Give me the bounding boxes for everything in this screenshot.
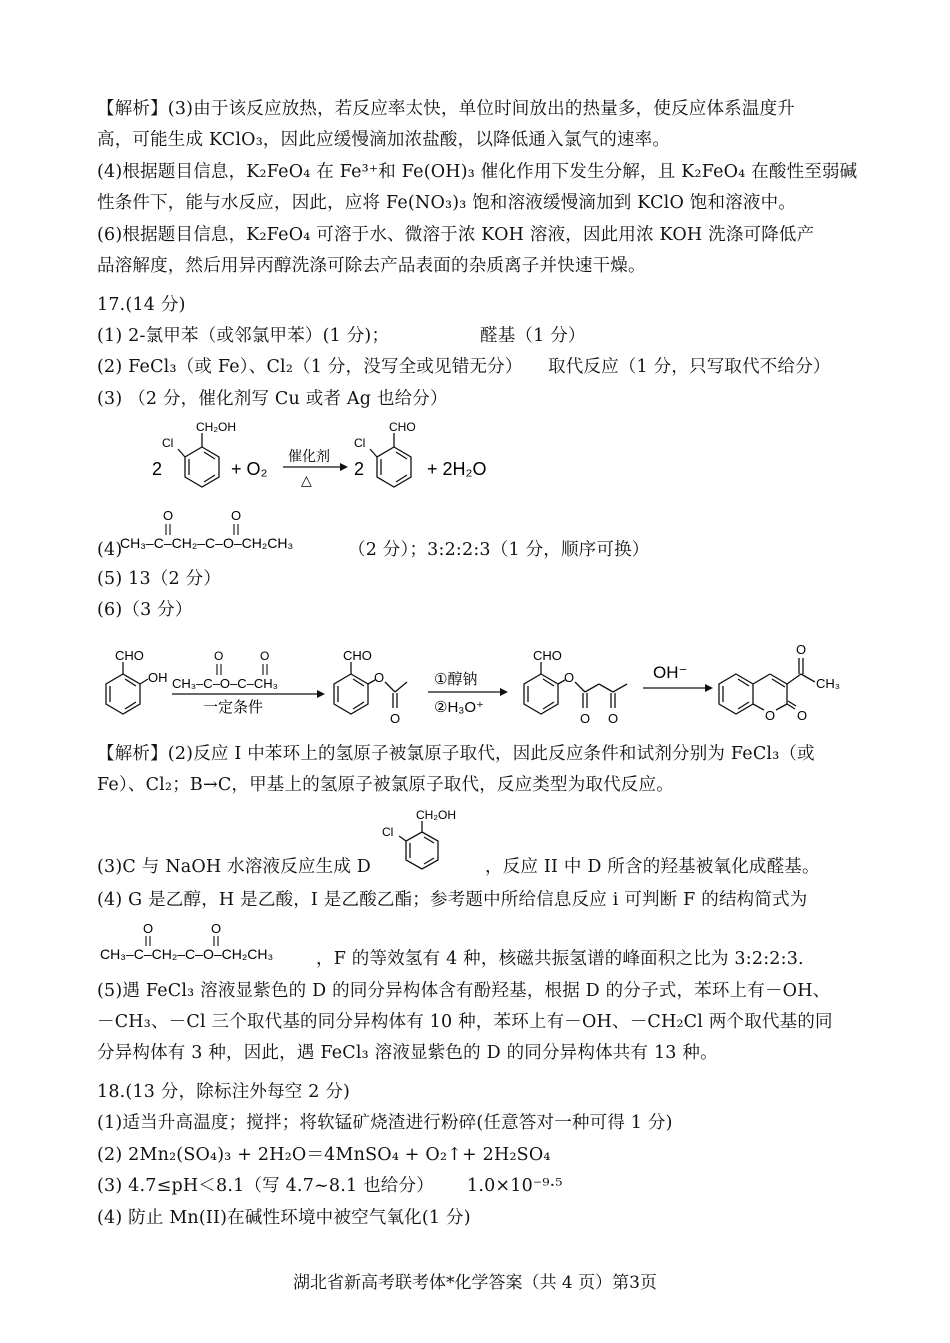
analysis-17-line-3 <box>97 854 857 880</box>
q18-answer-3 <box>97 1173 857 1199</box>
i2-cho: CHO <box>533 648 562 663</box>
f2-carbonyl-o-2: O <box>211 921 222 936</box>
q17-2-part-b: 取代反应（1 分，只写取代不给分） <box>548 357 831 377</box>
compound-d-cl: Cl <box>382 825 394 839</box>
heat-symbol: △ <box>301 472 312 488</box>
catalyst-label: 催化剂 <box>288 448 330 464</box>
q17-answer-3: (3) （2 分，催化剂写 Cu 或者 Ag 也给分） <box>97 389 448 409</box>
q18-answer-1: (1)适当升高温度；搅拌；将软锰矿烧渣进行粉碎(任意答对一种可得 1 分) <box>97 1113 673 1133</box>
analysis-16-line-3: (4)根据题目信息，K₂FeO₄ 在 Fe³⁺和 Fe(OH)₃ 催化作用下发生分解，且 K₂FeO₄ 在酸性至弱碱 <box>97 162 858 182</box>
product-lactone-o: O <box>797 708 808 723</box>
carbonyl-o-1: O <box>163 508 174 523</box>
q17-2-part-a: (2) FeCl₃（或 Fe）、Cl₂（1 分，没写全或见错无分） <box>97 357 523 377</box>
analysis-16-line-6: 品溶解度，然后用异丙醇洗涤可除去产品表面的杂质离子并快速干燥。 <box>97 256 646 276</box>
q17-1-part-b: 醛基（1 分） <box>480 326 586 346</box>
formula-f-structure-2 <box>100 921 320 967</box>
product-ch3: CH₃ <box>816 676 841 691</box>
analysis-17-line-4: (4) G 是乙醇，H 是乙酸，I 是乙酸乙酯；参考题中所给信息反应 i 可判断 F 的结构简式为 <box>97 890 808 910</box>
anhydride-double-bonds <box>217 664 267 675</box>
sm-oh: OH <box>148 670 168 685</box>
coefficient-2: 2 <box>354 459 365 479</box>
q18-answer-4: (4) 防止 Mn(II)在碱性环境中被空气氧化(1 分) <box>97 1208 471 1228</box>
anhydride-formula: CH₃–C–O–C–CH₃ <box>172 676 278 691</box>
analysis-16-line-4: 性条件下，能与水反应，因此，应将 Fe(NO₃)₃ 饱和溶液缓慢滴加到 KClO 饱和溶液中。 <box>97 193 796 213</box>
analysis-17-line-6: (5)遇 FeCl₃ 溶液显紫色的 D 的同分异构体含有酚羟基，根据 D 的分子式，苯环上有－OH、 <box>97 981 831 1001</box>
benzene-ring-2 <box>370 433 411 487</box>
analysis-17-line-5: ，F 的等效氢有 4 种，核磁共振氢谱的峰面积之比为 3:2:2:3. <box>316 949 804 969</box>
analysis-17-line-2: Fe）、Cl₂；B→C，甲基上的氢原子被氯原子取代，反应类型为取代反应。 <box>97 775 674 795</box>
q18-3-part-b: 1.0×10⁻⁹·⁵ <box>467 1176 563 1196</box>
analysis-17-3-part-a: (3)C 与 NaOH 水溶液反应生成 D <box>97 857 372 877</box>
q17-answer-2 <box>97 354 857 380</box>
condition-text: 一定条件 <box>203 699 264 716</box>
page-footer: 湖北省新高考联考体*化学答案（共 4 页）第3页 <box>293 1273 657 1293</box>
q17-answer-1 <box>97 323 857 349</box>
reaction-arrow-head <box>340 463 348 471</box>
substituent-cho: CHO <box>389 420 416 434</box>
formula-f2-text: CH₃–C–CH₂–C–O–CH₂CH₃ <box>100 946 274 962</box>
intermediate-2-structure <box>524 662 627 714</box>
anhydride-o-2: O <box>260 649 270 663</box>
i2-carbonyl-o-1: O <box>580 711 591 726</box>
arrow-1-head <box>317 690 325 698</box>
chloro-label-1: Cl <box>162 436 174 450</box>
step-1-label: ①醇钠 <box>434 671 478 688</box>
arrow-3-head <box>705 684 713 692</box>
reaction-6-scheme <box>95 636 865 728</box>
plus-oxygen: + O₂ <box>231 459 268 479</box>
product-ring-o: O <box>765 708 776 723</box>
i1-cho: CHO <box>343 648 372 663</box>
reaction-3-scheme <box>140 413 520 495</box>
q17-heading: 17.(14 分) <box>97 295 186 315</box>
formula-f-structure <box>120 506 350 556</box>
benzene-ring-1 <box>178 433 219 487</box>
formula-f-text: CH₃–C–CH₂–C–O–CH₂CH₃ <box>120 535 294 551</box>
i1-carbonyl-o: O <box>390 711 401 726</box>
sm-benzene-ring <box>106 662 148 714</box>
compound-d-ring <box>399 821 438 869</box>
q18-answer-2: (2) 2Mn₂(SO₄)₃ + 2H₂O＝4MnSO₄ + O₂↑+ 2H₂SO₄ <box>97 1145 551 1165</box>
analysis-17-line-1: 【解析】(2)反应 I 中苯环上的氢原子被氯原子取代，因此反应条件和试剂分别为 FeCl₃（或 <box>97 744 815 764</box>
analysis-17-line-7: －CH₃、－Cl 三个取代基的同分异构体有 10 种，苯环上有－OH、－CH₂Cl 两个取代基的同 <box>97 1012 833 1032</box>
arrow-2-head <box>500 688 508 696</box>
f2-double-bonds <box>146 936 218 946</box>
f2-carbonyl-o-1: O <box>143 921 154 936</box>
anhydride-o-1: O <box>214 649 224 663</box>
compound-d-ch2oh: CH₂OH <box>416 808 456 822</box>
base-label: OH⁻ <box>653 663 688 682</box>
i2-carbonyl-o-2: O <box>608 711 619 726</box>
product-structure <box>719 658 815 714</box>
analysis-16-line-5: (6)根据题目信息，K₂FeO₄ 可溶于水、微溶于浓 KOH 溶液，因此用浓 KOH 洗涤可降低产 <box>97 225 815 245</box>
analysis-16-line-2: 高，可能生成 KClO₃，因此应缓慢滴加浓盐酸，以降低通入氯气的速率。 <box>97 130 671 150</box>
q18-3-part-a: (3) 4.7≤pH＜8.1（写 4.7~8.1 也给分） <box>97 1176 434 1196</box>
substituent-ch2oh: CH₂OH <box>196 420 236 434</box>
intermediate-1-structure <box>334 662 407 714</box>
analysis-17-3-part-b: ，反应 II 中 D 所含的羟基被氧化成醛基。 <box>485 857 820 877</box>
step-2-label: ②H₃O⁺ <box>434 699 484 716</box>
i1-ester-o: O <box>374 670 385 685</box>
carbonyl-o-2: O <box>231 508 242 523</box>
sm-cho: CHO <box>115 648 144 663</box>
q17-4-label: (4) <box>97 540 123 560</box>
q18-heading: 18.(13 分，除标注外每空 2 分) <box>97 1082 351 1102</box>
q17-1-part-a: (1) 2-氯甲苯（或邻氯甲苯）(1 分)； <box>97 326 390 346</box>
double-bonds <box>166 524 238 535</box>
i2-ester-o: O <box>564 670 575 685</box>
analysis-16-line-1: 【解析】(3)由于该反应放热，若反应率太快，单位时间放出的热量多，使反应体系温度升 <box>97 99 795 119</box>
plus-water: + 2H₂O <box>427 459 487 479</box>
q17-answer-5: (5) 13（2 分） <box>97 569 222 589</box>
product-acetyl-o: O <box>796 642 807 657</box>
analysis-17-line-8: 分异构体有 3 种，因此，遇 FeCl₃ 溶液显紫色的 D 的同分异构体共有 13 种。 <box>97 1043 718 1063</box>
compound-d-structure <box>378 806 468 876</box>
coefficient-1: 2 <box>152 459 163 479</box>
chloro-label-2: Cl <box>354 436 366 450</box>
q17-4-text: （2 分）；3:2:2:3（1 分，顺序可换） <box>348 540 650 560</box>
q17-answer-6: (6)（3 分） <box>97 600 193 620</box>
